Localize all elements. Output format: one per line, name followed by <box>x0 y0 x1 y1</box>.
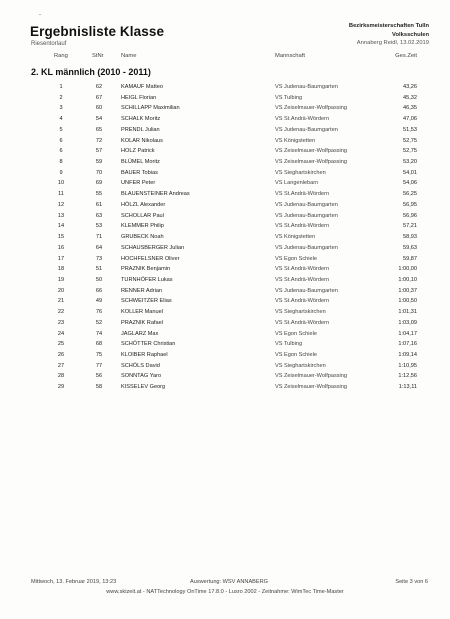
table-row <box>0 254 450 265</box>
start-number-cell: 76 <box>95 309 103 316</box>
team-cell: VS Sieghartskirchen <box>275 169 326 176</box>
rank-cell: 2 <box>59 94 63 101</box>
rank-cell: 28 <box>57 373 65 380</box>
footer-date: Mittwoch, 13. Februar 2019, 13:23 <box>31 579 117 585</box>
start-number-cell: 69 <box>95 180 103 187</box>
start-number-cell: 66 <box>95 287 103 294</box>
start-number-cell: 59 <box>95 159 103 166</box>
total-time-cell: 56,96 <box>403 212 417 219</box>
team-cell: VS Langenlebarn <box>275 180 319 187</box>
total-time-cell: 51,53 <box>403 126 417 133</box>
rank-cell: 8 <box>59 159 63 166</box>
table-row <box>0 221 450 232</box>
athlete-name-cell: SCHOLLAR Paul <box>121 212 164 219</box>
team-cell: VS Judenau-Baumgarten <box>275 244 338 251</box>
team-cell: VS Tulbing <box>275 341 303 348</box>
total-time-cell: 58,93 <box>403 234 417 241</box>
team-cell: VS Zeiselmauer-Wolfpassing <box>275 159 348 166</box>
team-cell: VS St.Andrä-Wördern <box>275 223 330 230</box>
rank-cell: 10 <box>57 180 65 187</box>
total-time-cell: 59,63 <box>403 244 417 251</box>
athlete-name-cell: KOLLER Manuel <box>121 309 163 316</box>
column-header-time: Ges.Zeit <box>395 53 417 59</box>
team-cell: VS Zeiselmauer-Wolfpassing <box>275 105 348 112</box>
footer-timing-info: www.skizeit.at - NATTechnology OnTime 17.8.0 - Lusro 2002 - Zeitnahme: WimTec Time-Master <box>106 589 344 595</box>
athlete-name-cell: KAMAUF Matteo <box>121 84 163 90</box>
rank-cell: 19 <box>57 276 65 283</box>
table-row <box>0 189 450 200</box>
table-row <box>0 264 450 275</box>
team-cell: VS Judenau-Baumgarten <box>275 84 338 90</box>
total-time-cell: 46,35 <box>403 105 417 112</box>
athlete-name-cell: TURNHÖFER Lukas <box>121 276 173 283</box>
footer-evaluation: Auswertung: WSV ANNABERG <box>190 579 269 585</box>
start-number-cell: 70 <box>95 169 103 176</box>
total-time-cell: 1:00,50 <box>398 298 417 305</box>
rank-cell: 21 <box>57 298 65 305</box>
table-row <box>0 307 450 318</box>
team-cell: VS Tulbing <box>275 94 303 101</box>
athlete-name-cell: JAGLARZ Max <box>121 330 159 337</box>
team-cell: VS Judenau-Baumgarten <box>275 126 338 133</box>
athlete-name-cell: HOLZ Patrick <box>121 148 155 155</box>
total-time-cell: 1:01,31 <box>398 309 417 316</box>
table-row <box>0 168 450 179</box>
table-row <box>0 114 450 125</box>
table-row <box>0 296 450 307</box>
athlete-name-cell: SCHALK Moritz <box>121 116 161 123</box>
athlete-name-cell: KOLAR Nikolaus <box>121 137 163 144</box>
start-number-cell: 68 <box>95 341 103 348</box>
start-number-cell: 71 <box>95 234 103 241</box>
rank-cell: 6 <box>59 137 63 144</box>
athlete-name-cell: PRAZNIK Benjamin <box>121 266 171 273</box>
start-number-cell: 51 <box>95 266 103 273</box>
total-time-cell: 52,75 <box>403 137 417 144</box>
table-row <box>0 211 450 222</box>
rank-cell: 14 <box>57 223 65 230</box>
rank-cell: 1 <box>59 84 63 90</box>
rank-cell: 23 <box>57 319 65 326</box>
rank-cell: 3 <box>59 105 63 112</box>
athlete-name-cell: SCHILLAPP Maximilian <box>121 105 180 112</box>
table-row <box>0 329 450 340</box>
athlete-name-cell: SCHÖTTER Christian <box>121 341 176 348</box>
athlete-name-cell: BAUER Tobias <box>121 169 158 176</box>
total-time-cell: 1:00,10 <box>398 276 417 283</box>
total-time-cell: 1:10,95 <box>398 362 417 369</box>
category-heading: 2. KL männlich (2010 - 2011) <box>31 67 151 77</box>
table-row <box>0 200 450 211</box>
rank-cell: 18 <box>57 266 65 273</box>
total-time-cell: 59,87 <box>403 255 417 262</box>
rank-cell: 25 <box>57 341 65 348</box>
total-time-cell: 57,21 <box>403 223 417 230</box>
athlete-name-cell: SONNTAG Yaro <box>121 373 162 380</box>
table-row <box>0 243 450 254</box>
start-number-cell: 74 <box>95 330 103 337</box>
team-cell: VS St.Andrä-Wördern <box>275 191 330 198</box>
rank-cell: 5 <box>59 126 63 133</box>
team-cell: VS St.Andrä-Wördern <box>275 298 330 305</box>
table-row <box>0 371 450 382</box>
total-time-cell: 43,26 <box>403 84 417 90</box>
start-number-cell: 72 <box>95 137 103 144</box>
start-number-cell: 73 <box>95 255 103 262</box>
team-cell: VS Judenau-Baumgarten <box>275 287 338 294</box>
total-time-cell: 1:00,00 <box>398 266 417 273</box>
total-time-cell: 1:00,37 <box>398 287 417 294</box>
rank-cell: 17 <box>57 255 65 262</box>
column-header-stnr: StNr <box>92 53 104 59</box>
total-time-cell: 1:09,14 <box>398 352 417 358</box>
footer-page-number: Seite 3 von 6 <box>395 579 428 585</box>
total-time-cell: 56,25 <box>403 191 417 198</box>
athlete-name-cell: BLAUENSTEINER Andreas <box>121 191 190 198</box>
page-title: Ergebnisliste Klasse <box>30 24 165 39</box>
athlete-name-cell: PRAZNIK Rafael <box>121 319 163 326</box>
start-number-cell: 60 <box>95 105 103 112</box>
team-cell: VS Egon Schiele <box>275 352 317 358</box>
team-cell: VS Judenau-Baumgarten <box>275 212 338 219</box>
table-row <box>0 125 450 136</box>
team-cell: VS Judenau-Baumgarten <box>275 201 338 208</box>
start-number-cell: 52 <box>95 319 103 326</box>
start-number-cell: 64 <box>95 244 103 251</box>
table-row <box>0 275 450 286</box>
column-header-rang: Rang <box>54 53 68 59</box>
team-cell: VS Zeiselmauer-Wolfpassing <box>275 373 348 380</box>
start-number-cell: 63 <box>95 212 103 219</box>
start-number-cell: 54 <box>95 116 103 123</box>
discipline-subtitle: Riesentorlauf <box>31 41 67 47</box>
start-number-cell: 77 <box>95 362 103 369</box>
table-row <box>0 103 450 114</box>
total-time-cell: 56,95 <box>403 201 417 208</box>
athlete-name-cell: KLOIBER Raphael <box>121 352 168 358</box>
team-cell: VS Zeiselmauer-Wolfpassing <box>275 148 348 155</box>
start-number-cell: 57 <box>95 148 103 155</box>
start-number-cell: 56 <box>95 373 103 380</box>
team-cell: VS Zeiselmauer-Wolfpassing <box>275 384 348 391</box>
team-cell: VS Sieghartskirchen <box>275 362 326 369</box>
column-header-name: Name <box>121 53 137 59</box>
athlete-name-cell: PRENDL Julian <box>121 126 160 133</box>
column-header-team: Mannschaft <box>275 53 305 59</box>
start-number-cell: 58 <box>95 384 103 391</box>
total-time-cell: 47,06 <box>403 116 417 123</box>
athlete-name-cell: RENNER Adrian <box>121 287 163 294</box>
table-row <box>0 136 450 147</box>
total-time-cell: 52,75 <box>403 148 417 155</box>
rank-cell: 13 <box>57 212 65 219</box>
start-number-cell: 50 <box>95 276 103 283</box>
start-number-cell: 55 <box>95 191 103 198</box>
table-row <box>0 339 450 350</box>
rank-cell: 11 <box>58 191 64 198</box>
rank-cell: 4 <box>59 116 63 123</box>
team-cell: VS Egon Schiele <box>275 330 317 337</box>
athlete-name-cell: GRUBECK Noah <box>121 234 164 241</box>
rank-cell: 22 <box>57 309 65 316</box>
total-time-cell: 1:13,11 <box>398 384 417 391</box>
athlete-name-cell: HÖLZL Alexander <box>121 201 166 208</box>
team-cell: VS St.Andrä-Wördern <box>275 276 330 283</box>
total-time-cell: 1:04,17 <box>398 330 417 337</box>
team-cell: VS St.Andrä-Wördern <box>275 319 330 326</box>
team-cell: VS Königstetten <box>275 234 316 241</box>
start-number-cell: 67 <box>95 94 103 101</box>
event-header <box>349 22 429 48</box>
event-location-date: Annaberg Reidl, 13.02.2019 <box>356 40 429 46</box>
table-row <box>0 318 450 329</box>
table-row <box>0 178 450 189</box>
rank-cell: 12 <box>57 201 65 208</box>
total-time-cell: 1:12,56 <box>398 373 417 380</box>
team-cell: VS Sieghartskirchen <box>275 309 326 316</box>
table-row <box>0 82 450 93</box>
start-number-cell: 62 <box>95 84 103 90</box>
athlete-name-cell: SCHWEITZER Elias <box>121 298 172 305</box>
athlete-name-cell: KLEMMER Philip <box>121 223 164 230</box>
total-time-cell: 53,20 <box>403 159 417 166</box>
table-row <box>0 361 450 372</box>
team-cell: VS St.Andrä-Wördern <box>275 266 330 273</box>
table-row <box>0 382 450 393</box>
athlete-name-cell: UNFER Peter <box>121 180 156 187</box>
table-row <box>0 232 450 243</box>
start-number-cell: 49 <box>95 298 103 305</box>
table-row <box>0 93 450 104</box>
athlete-name-cell: HEIGL Florian <box>121 94 157 101</box>
table-row <box>0 286 450 297</box>
total-time-cell: 45,32 <box>403 94 417 101</box>
athlete-name-cell: SCHAUSBERGER Julian <box>121 244 185 251</box>
start-number-cell: 61 <box>95 201 103 208</box>
team-cell: VS Königstetten <box>275 137 316 144</box>
event-school-type: Volksschulen <box>392 31 429 38</box>
athlete-name-cell: KISSELEV Georg <box>121 384 166 391</box>
start-number-cell: 53 <box>95 223 103 230</box>
rank-cell: 6 <box>59 148 63 155</box>
start-number-cell: 75 <box>95 352 103 358</box>
rank-cell: 27 <box>57 362 65 369</box>
rank-cell: 9 <box>59 169 63 176</box>
total-time-cell: 54,01 <box>403 169 417 176</box>
table-row <box>0 350 450 361</box>
rank-cell: 20 <box>57 287 65 294</box>
rank-cell: 15 <box>57 234 65 241</box>
scan-speck <box>39 14 41 15</box>
rank-cell: 26 <box>57 352 65 358</box>
total-time-cell: 54,06 <box>403 180 417 187</box>
athlete-name-cell: HOCHFELSNER Oliver <box>121 255 180 262</box>
rank-cell: 24 <box>57 330 65 337</box>
table-row <box>0 146 450 157</box>
athlete-name-cell: BLÜMEL Moritz <box>121 159 160 166</box>
athlete-name-cell: SCHÖLS David <box>121 362 160 369</box>
total-time-cell: 1:03,09 <box>398 319 417 326</box>
rank-cell: 29 <box>57 384 65 391</box>
start-number-cell: 65 <box>95 126 103 133</box>
team-cell: VS Egon Schiele <box>275 255 317 262</box>
total-time-cell: 1:07,16 <box>398 341 417 348</box>
rank-cell: 16 <box>57 244 65 251</box>
event-name: Bezirksmeisterschaften Tulln <box>348 23 429 29</box>
table-row <box>0 157 450 168</box>
team-cell: VS St.Andrä-Wördern <box>275 116 330 123</box>
